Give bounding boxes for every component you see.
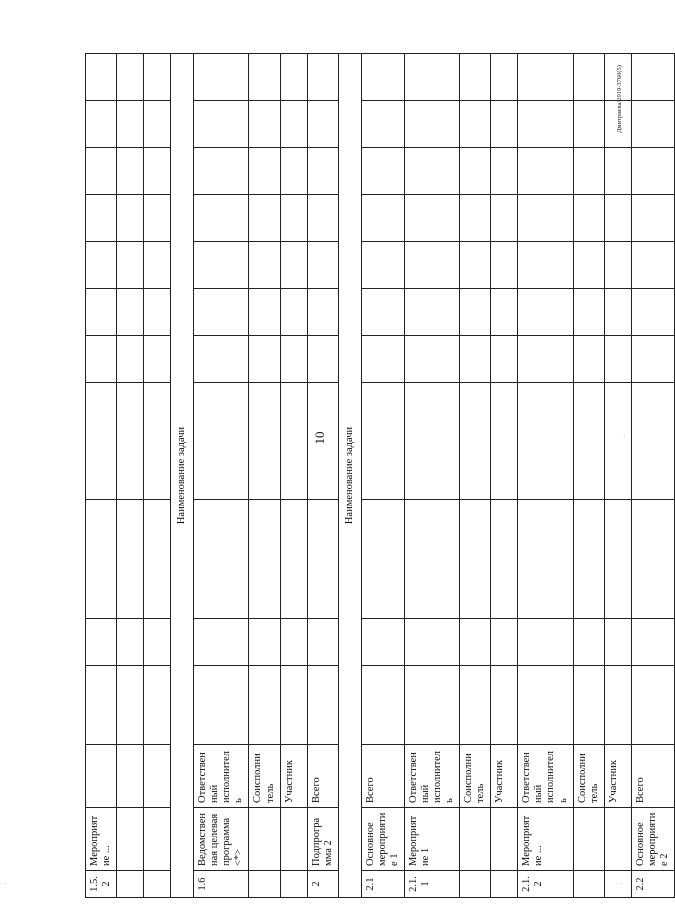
row-role: Соисполнитель (249, 745, 280, 808)
row-number (460, 871, 491, 898)
value-cell (518, 336, 573, 383)
value-cell (86, 148, 117, 195)
value-cell (194, 289, 249, 336)
value-cell (86, 500, 117, 619)
value-cell (631, 101, 674, 148)
value-cell (604, 54, 631, 101)
value-cell (361, 289, 404, 336)
value-cell (404, 500, 459, 619)
value-cell (280, 148, 307, 195)
value-cell (280, 195, 307, 242)
value-cell (144, 54, 171, 101)
value-cell (86, 289, 117, 336)
value-cell (249, 101, 280, 148)
row-name (280, 808, 307, 871)
budget-table (85, 53, 675, 898)
value-cell (280, 383, 307, 500)
value-cell (573, 54, 604, 101)
value-cell (631, 195, 674, 242)
table-row (307, 54, 338, 898)
value-cell (117, 666, 144, 745)
value-cell (117, 500, 144, 619)
value-cell (86, 54, 117, 101)
row-name (117, 808, 144, 871)
value-cell (361, 148, 404, 195)
table-row (249, 54, 280, 898)
value-cell (631, 242, 674, 289)
value-cell (361, 666, 404, 745)
value-cell (491, 619, 518, 666)
document-code: Дмитриева/2019-3760(5) (616, 65, 623, 133)
row-role: Всего (307, 745, 338, 808)
table-row (460, 54, 491, 898)
value-cell (249, 500, 280, 619)
row-role: Участник (491, 745, 518, 808)
value-cell (361, 54, 404, 101)
value-cell (573, 383, 604, 500)
row-number: 2.1.1 (404, 871, 459, 898)
value-cell (117, 336, 144, 383)
value-cell (460, 500, 491, 619)
value-cell (631, 619, 674, 666)
value-cell (307, 289, 338, 336)
row-name: Основное мероприятие 2 (631, 808, 674, 871)
value-cell (280, 666, 307, 745)
value-cell (404, 619, 459, 666)
value-cell (573, 619, 604, 666)
row-number (573, 871, 604, 898)
value-cell (117, 242, 144, 289)
value-cell (144, 148, 171, 195)
value-cell (404, 666, 459, 745)
value-cell (573, 336, 604, 383)
table-row (280, 54, 307, 898)
value-cell (404, 242, 459, 289)
value-cell (117, 195, 144, 242)
table-row (518, 54, 573, 898)
task-row (338, 54, 361, 898)
row-name: Основное мероприятие 1 (361, 808, 404, 871)
table-row (117, 54, 144, 898)
value-cell (573, 195, 604, 242)
table-row (144, 54, 171, 898)
value-cell (460, 242, 491, 289)
row-role: Ответственный исполнитель (194, 745, 249, 808)
row-number: 2.2 (631, 871, 674, 898)
value-cell (518, 666, 573, 745)
value-cell (307, 619, 338, 666)
value-cell (573, 500, 604, 619)
row-name: Мероприятие 1 (404, 808, 459, 871)
value-cell (404, 336, 459, 383)
value-cell (117, 54, 144, 101)
value-cell (604, 336, 631, 383)
value-cell (404, 54, 459, 101)
value-cell (86, 619, 117, 666)
value-cell (631, 500, 674, 619)
value-cell (144, 666, 171, 745)
value-cell (604, 148, 631, 195)
value-cell (518, 148, 573, 195)
value-cell (194, 619, 249, 666)
value-cell (249, 336, 280, 383)
value-cell (404, 148, 459, 195)
value-cell (631, 54, 674, 101)
value-cell (404, 289, 459, 336)
table-row (631, 54, 674, 898)
value-cell (307, 101, 338, 148)
row-number: 1.5.2 (86, 871, 117, 898)
value-cell (144, 383, 171, 500)
value-cell (361, 336, 404, 383)
value-cell (604, 289, 631, 336)
row-role: Соисполнитель (573, 745, 604, 808)
table-row (86, 54, 117, 898)
row-number: 2.1 (361, 871, 404, 898)
value-cell (194, 500, 249, 619)
value-cell (194, 101, 249, 148)
value-cell (86, 383, 117, 500)
row-number (117, 871, 144, 898)
value-cell (573, 101, 604, 148)
value-cell (460, 289, 491, 336)
value-cell (280, 289, 307, 336)
scan-mark: · (623, 432, 626, 440)
value-cell (280, 500, 307, 619)
value-cell (280, 54, 307, 101)
row-role: Участник (604, 745, 631, 808)
value-cell (194, 666, 249, 745)
value-cell (280, 101, 307, 148)
row-number (249, 871, 280, 898)
value-cell (631, 383, 674, 500)
value-cell (460, 619, 491, 666)
row-name: Мероприятие ... (518, 808, 573, 871)
value-cell (144, 289, 171, 336)
value-cell (249, 619, 280, 666)
row-role: Всего (361, 745, 404, 808)
value-cell (361, 101, 404, 148)
value-cell (144, 336, 171, 383)
value-cell (604, 195, 631, 242)
task-heading: Наименование задачи (171, 54, 194, 898)
value-cell (518, 54, 573, 101)
value-cell (573, 666, 604, 745)
value-cell (361, 383, 404, 500)
value-cell (604, 383, 631, 500)
value-cell (86, 336, 117, 383)
value-cell (144, 195, 171, 242)
row-role (86, 745, 117, 808)
value-cell (117, 289, 144, 336)
row-name (491, 808, 518, 871)
value-cell (491, 242, 518, 289)
value-cell (518, 500, 573, 619)
value-cell (604, 242, 631, 289)
value-cell (307, 148, 338, 195)
row-number (280, 871, 307, 898)
value-cell (307, 54, 338, 101)
value-cell (518, 242, 573, 289)
value-cell (361, 195, 404, 242)
value-cell (460, 666, 491, 745)
row-number: 1.6 (194, 871, 249, 898)
value-cell (249, 289, 280, 336)
value-cell (604, 619, 631, 666)
row-role: Ответственный исполнитель (404, 745, 459, 808)
value-cell (194, 242, 249, 289)
row-role: Ответственный исполнитель (518, 745, 573, 808)
value-cell (460, 336, 491, 383)
value-cell (460, 383, 491, 500)
row-name: Мероприятие ... (86, 808, 117, 871)
value-cell (249, 54, 280, 101)
value-cell (631, 148, 674, 195)
row-number: 2 (307, 871, 338, 898)
value-cell (144, 619, 171, 666)
value-cell (460, 195, 491, 242)
value-cell (631, 666, 674, 745)
row-role (144, 745, 171, 808)
value-cell (361, 500, 404, 619)
table-row (573, 54, 604, 898)
value-cell (86, 101, 117, 148)
row-name (573, 808, 604, 871)
value-cell (404, 195, 459, 242)
row-name (249, 808, 280, 871)
value-cell (404, 383, 459, 500)
row-name (604, 808, 631, 871)
value-cell (491, 500, 518, 619)
table-row (361, 54, 404, 898)
page-number: 10 (312, 431, 327, 445)
value-cell (280, 619, 307, 666)
value-cell (144, 101, 171, 148)
value-cell (491, 336, 518, 383)
value-cell (361, 242, 404, 289)
row-role: Всего (631, 745, 674, 808)
value-cell (404, 101, 459, 148)
value-cell (491, 101, 518, 148)
value-cell (573, 242, 604, 289)
value-cell (460, 101, 491, 148)
row-role: Участник (280, 745, 307, 808)
value-cell (194, 148, 249, 195)
value-cell (249, 148, 280, 195)
value-cell (117, 383, 144, 500)
value-cell (144, 242, 171, 289)
value-cell (280, 242, 307, 289)
value-cell (491, 666, 518, 745)
value-cell (631, 336, 674, 383)
value-cell (604, 500, 631, 619)
task-row (171, 54, 194, 898)
value-cell (86, 195, 117, 242)
value-cell (460, 148, 491, 195)
row-name (144, 808, 171, 871)
scan-mark: · (620, 880, 623, 888)
row-role: Соисполнитель (460, 745, 491, 808)
value-cell (249, 195, 280, 242)
value-cell (573, 289, 604, 336)
value-cell (86, 666, 117, 745)
value-cell (491, 383, 518, 500)
row-number: 2.1.2 (518, 871, 573, 898)
value-cell (194, 195, 249, 242)
value-cell (117, 101, 144, 148)
table-row (491, 54, 518, 898)
value-cell (249, 666, 280, 745)
value-cell (518, 101, 573, 148)
row-name: Подпрограмма 2 (307, 808, 338, 871)
value-cell (307, 195, 338, 242)
row-number (491, 871, 518, 898)
scan-mark: · (4, 880, 7, 888)
row-number (144, 871, 171, 898)
value-cell (604, 666, 631, 745)
row-name (460, 808, 491, 871)
value-cell (491, 195, 518, 242)
value-cell (491, 148, 518, 195)
value-cell (631, 289, 674, 336)
value-cell (491, 289, 518, 336)
value-cell (280, 336, 307, 383)
row-name: Ведомственная целевая программа <*> (194, 808, 249, 871)
value-cell (307, 500, 338, 619)
table-row (404, 54, 459, 898)
value-cell (491, 54, 518, 101)
value-cell (249, 242, 280, 289)
value-cell (307, 242, 338, 289)
value-cell (518, 195, 573, 242)
value-cell (307, 666, 338, 745)
row-role (117, 745, 144, 808)
value-cell (573, 148, 604, 195)
value-cell (518, 619, 573, 666)
value-cell (361, 619, 404, 666)
value-cell (307, 383, 338, 500)
value-cell (518, 289, 573, 336)
value-cell (194, 383, 249, 500)
value-cell (194, 54, 249, 101)
table-row (604, 54, 631, 898)
row-number (604, 871, 631, 898)
value-cell (307, 336, 338, 383)
value-cell (117, 148, 144, 195)
value-cell (194, 336, 249, 383)
table-row (194, 54, 249, 898)
value-cell (117, 619, 144, 666)
value-cell (249, 383, 280, 500)
value-cell (460, 54, 491, 101)
value-cell (518, 383, 573, 500)
value-cell (86, 242, 117, 289)
value-cell (604, 101, 631, 148)
task-heading: Наименование задачи (338, 54, 361, 898)
value-cell (144, 500, 171, 619)
